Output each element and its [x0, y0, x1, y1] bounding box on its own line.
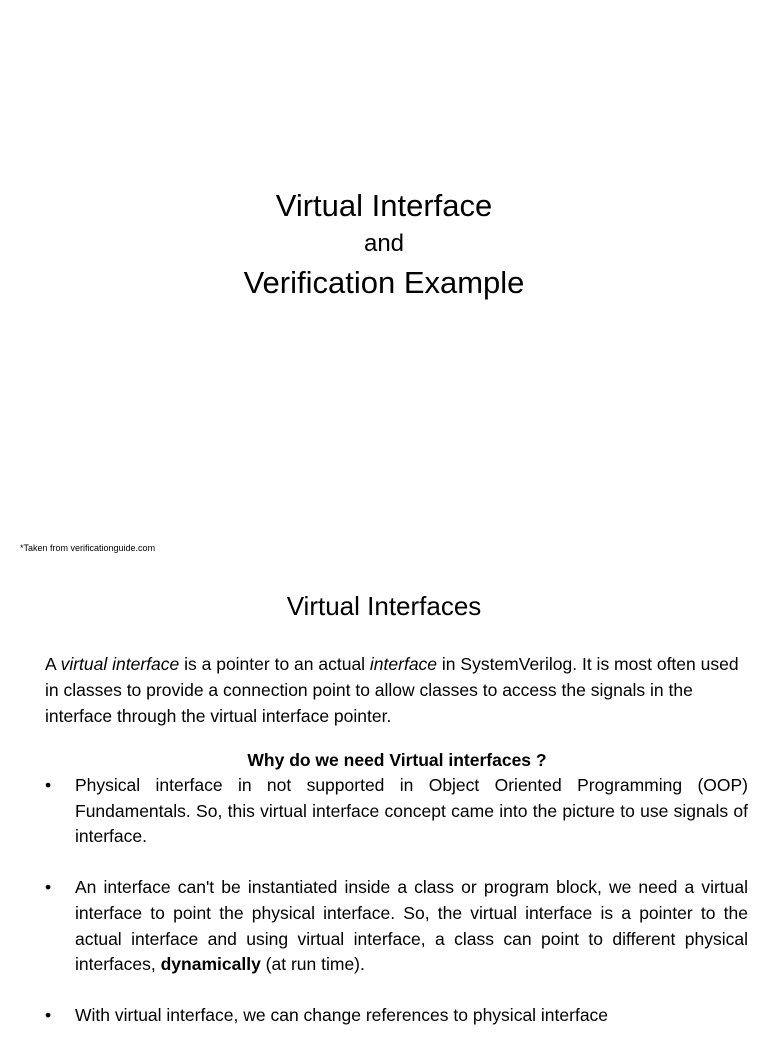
- slide-title-main: Virtual Interface: [275, 188, 493, 223]
- intro-italic-interface: interface: [369, 654, 438, 674]
- bullet-bold-text: dynamically: [160, 954, 261, 975]
- bullet-icon: •: [45, 1005, 52, 1026]
- bullet-icon: •: [45, 877, 52, 898]
- intro-text-3: in SystemVerilog. It is most often used in classes to provide a connection point to allow classes to access the signals in the interface through the virtual interface pointer.: [45, 654, 739, 726]
- slide-title-sub: Verification Example: [243, 265, 525, 300]
- list-item: [45, 1003, 748, 1029]
- bullet-text: Physical interface in not supported in Object Oriented Programming (OOP) Fundamentals. So, this virtual interface concept came into the picture to use signals of interface.: [75, 775, 748, 847]
- slide-title-connector: and: [363, 230, 405, 257]
- source-footnote: *Taken from verificationguide.com: [20, 543, 156, 553]
- intro-text-2: is a pointer to an actual: [179, 654, 370, 674]
- intro-paragraph: [45, 651, 745, 729]
- intro-italic-virtual-interface: virtual interface: [60, 654, 180, 674]
- question-heading: Why do we need Virtual interfaces ?: [247, 750, 547, 770]
- bullet-icon: •: [45, 775, 52, 795]
- list-item: [45, 773, 748, 850]
- intro-text-1: A: [45, 654, 61, 674]
- reasons-list: [45, 773, 748, 1055]
- content-slide: [0, 576, 768, 1024]
- bullet-text: An interface can't be instantiated inside a class or program block, we need a virtual interface to point the physical interface. So, the virtual interface is a pointer to the actual interface and using virtual interface, a class can point to different physical interfaces,: [75, 877, 748, 975]
- list-item: [45, 875, 748, 977]
- slide-heading: Virtual Interfaces: [286, 591, 482, 621]
- bullet-text: With virtual interface, we can change references to physical interface: [75, 1005, 609, 1026]
- bullet-tail-text: (at run time).: [260, 954, 365, 975]
